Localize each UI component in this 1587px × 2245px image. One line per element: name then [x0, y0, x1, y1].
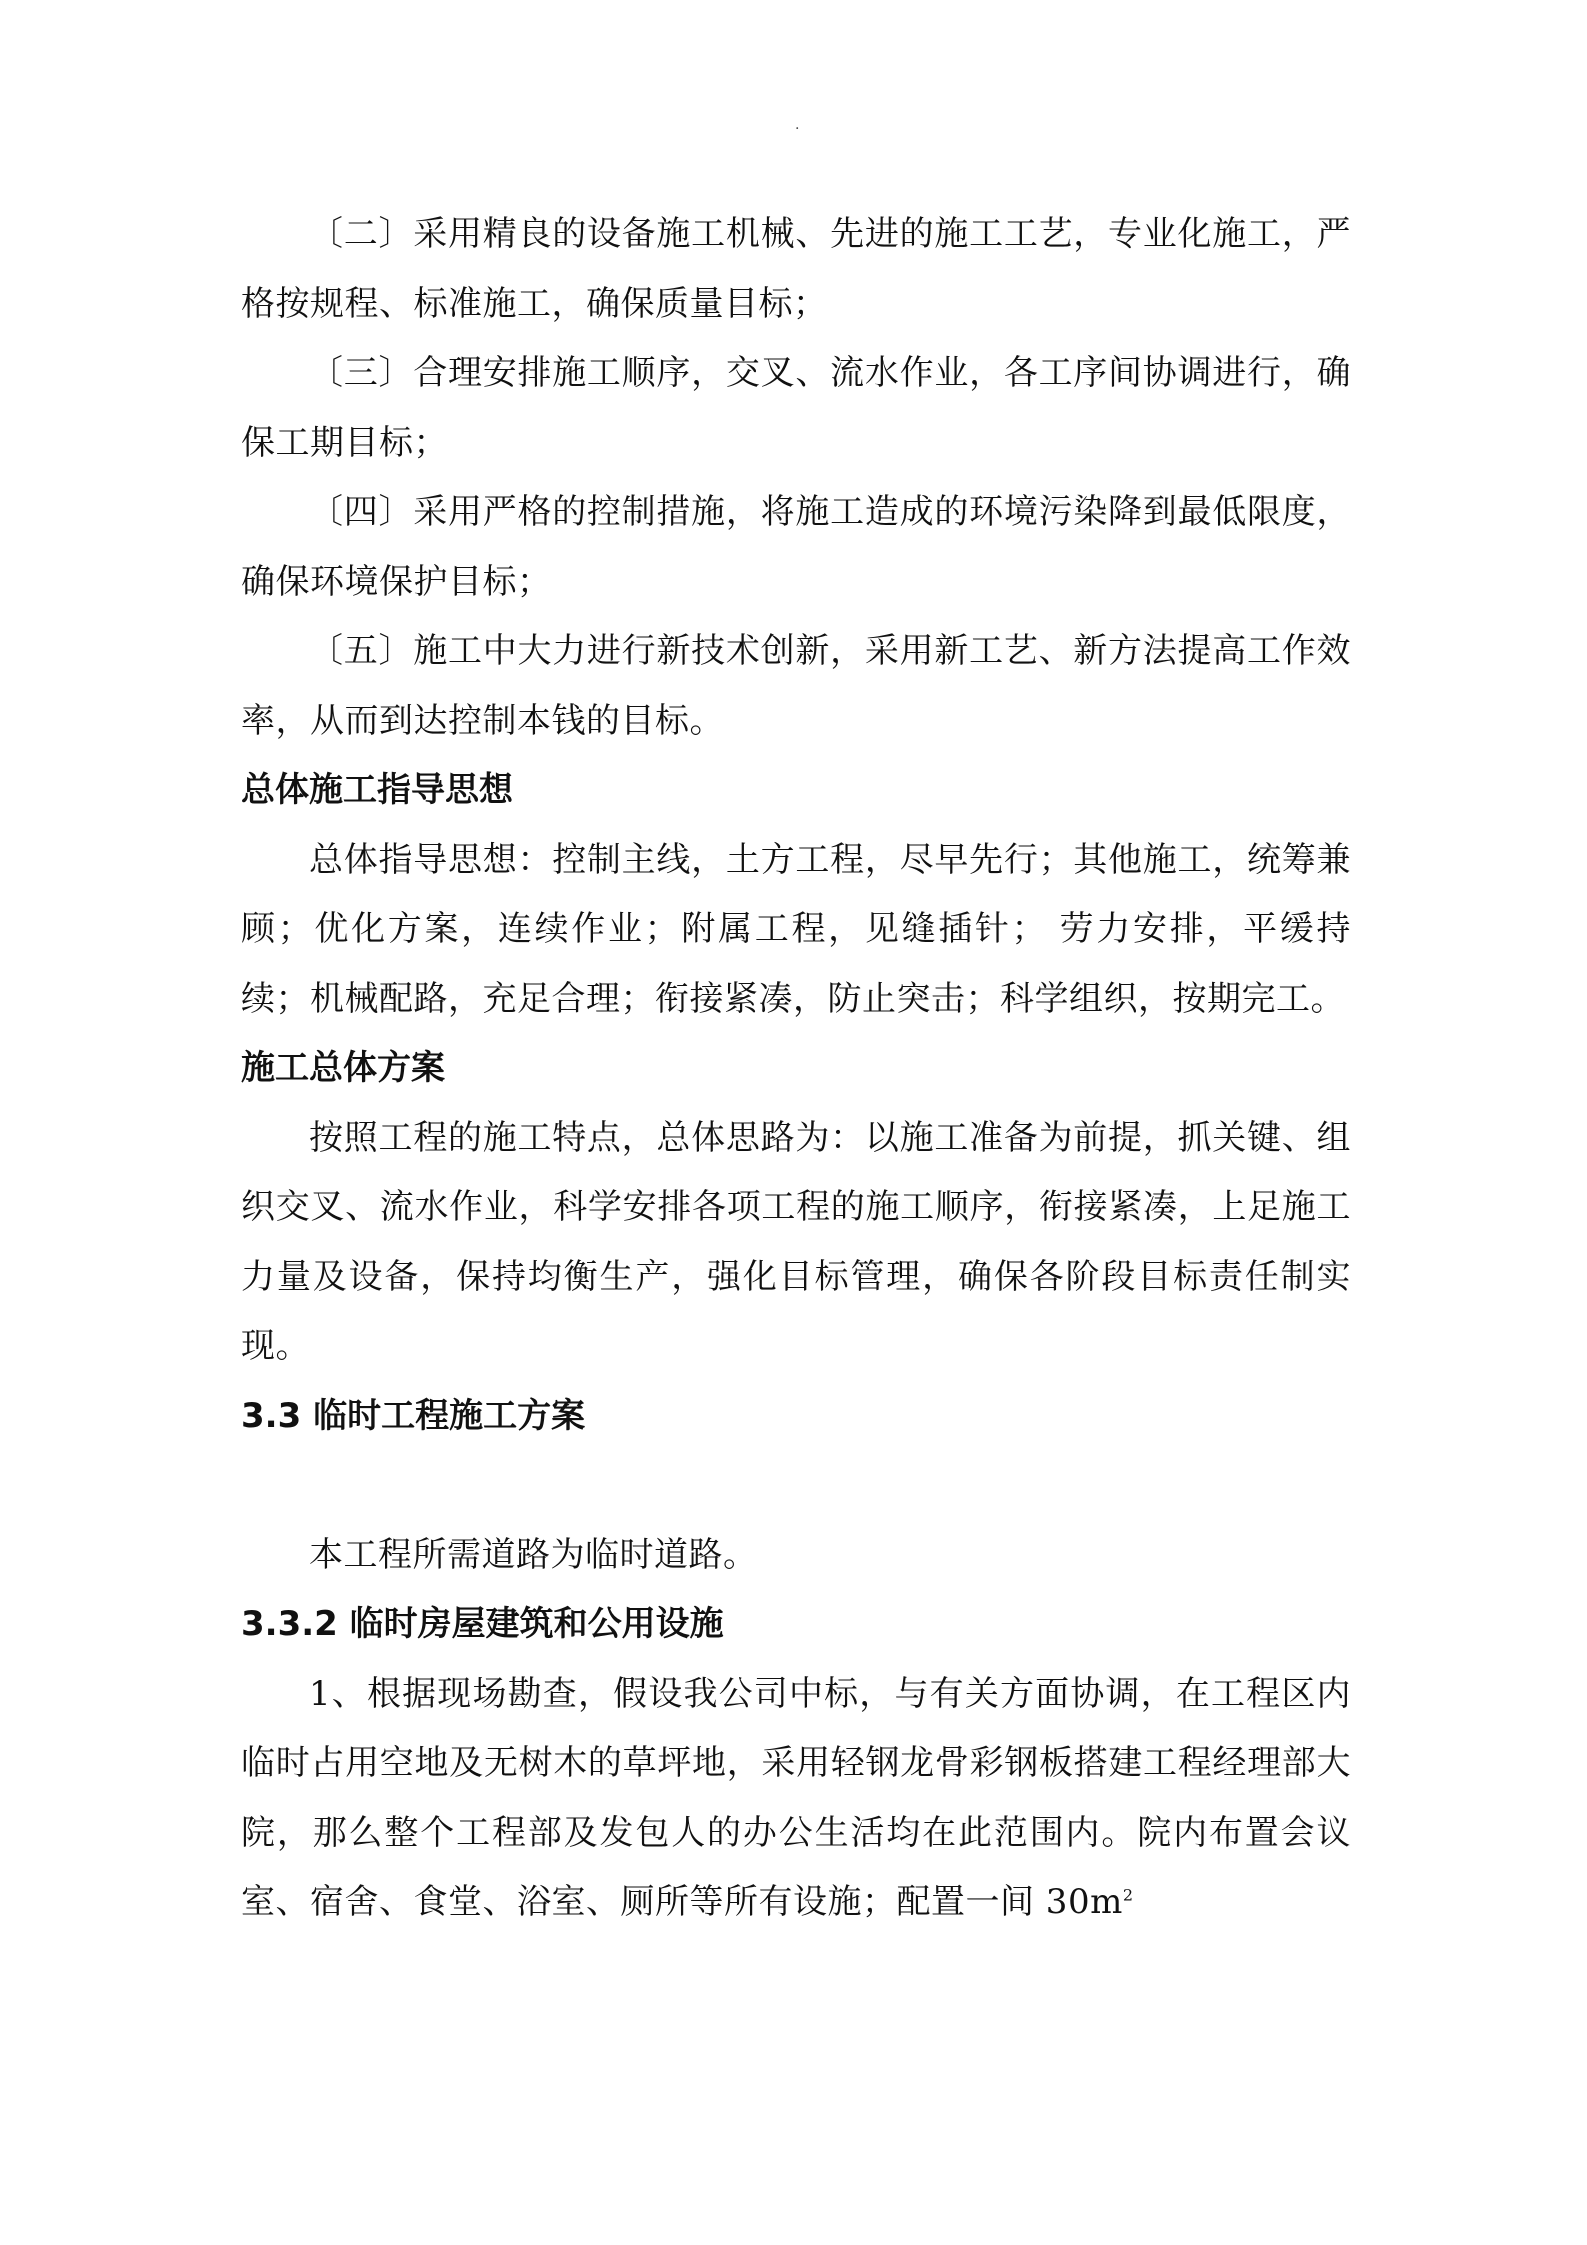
heading-temporary-buildings: 3.3.2 临时房屋建筑和公用设施 — [241, 1604, 724, 1644]
paragraph-temporary-roads: 本工程所需道路为临时道路。 — [309, 1534, 758, 1575]
paragraph-guiding-ideas: 总体指导思想：控制主线，土方工程，尽早先行；其他施工，统筹兼顾；优化方案，连续作业；附属工程，见缝插针； 劳力安排，平缓持续；机械配路，充足合理；衔接紧凑，防止突击；科学组织，按期完工。 — [241, 839, 1351, 1019]
heading-temporary-works: 3.3 临时工程施工方案 — [241, 1395, 586, 1436]
heading-overall-plan: 施工总体方案 — [241, 1048, 445, 1088]
heading-guiding-ideas: 总体施工指导思想 — [241, 770, 513, 810]
paragraph-cost-measure: 〔五〕施工中大力进行新技术创新，采用新工艺、新方法提高工作效率，从而到达控制本钱的目标。 — [241, 631, 1351, 741]
paragraph-overall-plan: 按照工程的施工特点，总体思路为：以施工准备为前提，抓关键、组织交叉、流水作业，科学安排各项工程的施工顺序，衔接紧凑，上足施工力量及设备，保持均衡生产，强化目标管理，确保各阶段目标责任制实现。 — [241, 1117, 1351, 1366]
document-body — [241, 200, 1351, 1938]
paragraph-temporary-buildings — [241, 1660, 1351, 1938]
paragraph-quality-measure: 〔二〕采用精良的设备施工机械、先进的施工工艺，专业化施工，严格按规程、标准施工，确保质量目标； — [241, 214, 1351, 324]
area-superscript: 2 — [1122, 1885, 1134, 1905]
paragraph-environment-measure: 〔四〕采用严格的控制措施，将施工造成的环境污染降到最低限度，确保环境保护目标； — [241, 492, 1351, 602]
page-marker: . — [795, 117, 800, 133]
blank-line — [241, 1451, 1351, 1521]
paragraph-schedule-measure: 〔三〕合理安排施工顺序，交叉、流水作业，各工序间协调进行，确保工期目标； — [241, 353, 1351, 463]
paragraph-temporary-buildings-text: 1、根据现场勘查，假设我公司中标，与有关方面协调，在工程区内临时占用空地及无树木的草坪地，采用轻钢龙骨彩钢板搭建工程经理部大院，那么整个工程部及发包人的办公生活均在此范围内。院内布置会议室、宿舍、食堂、浴室、厕所等所有设施；配置一间 30m — [241, 1673, 1351, 1922]
